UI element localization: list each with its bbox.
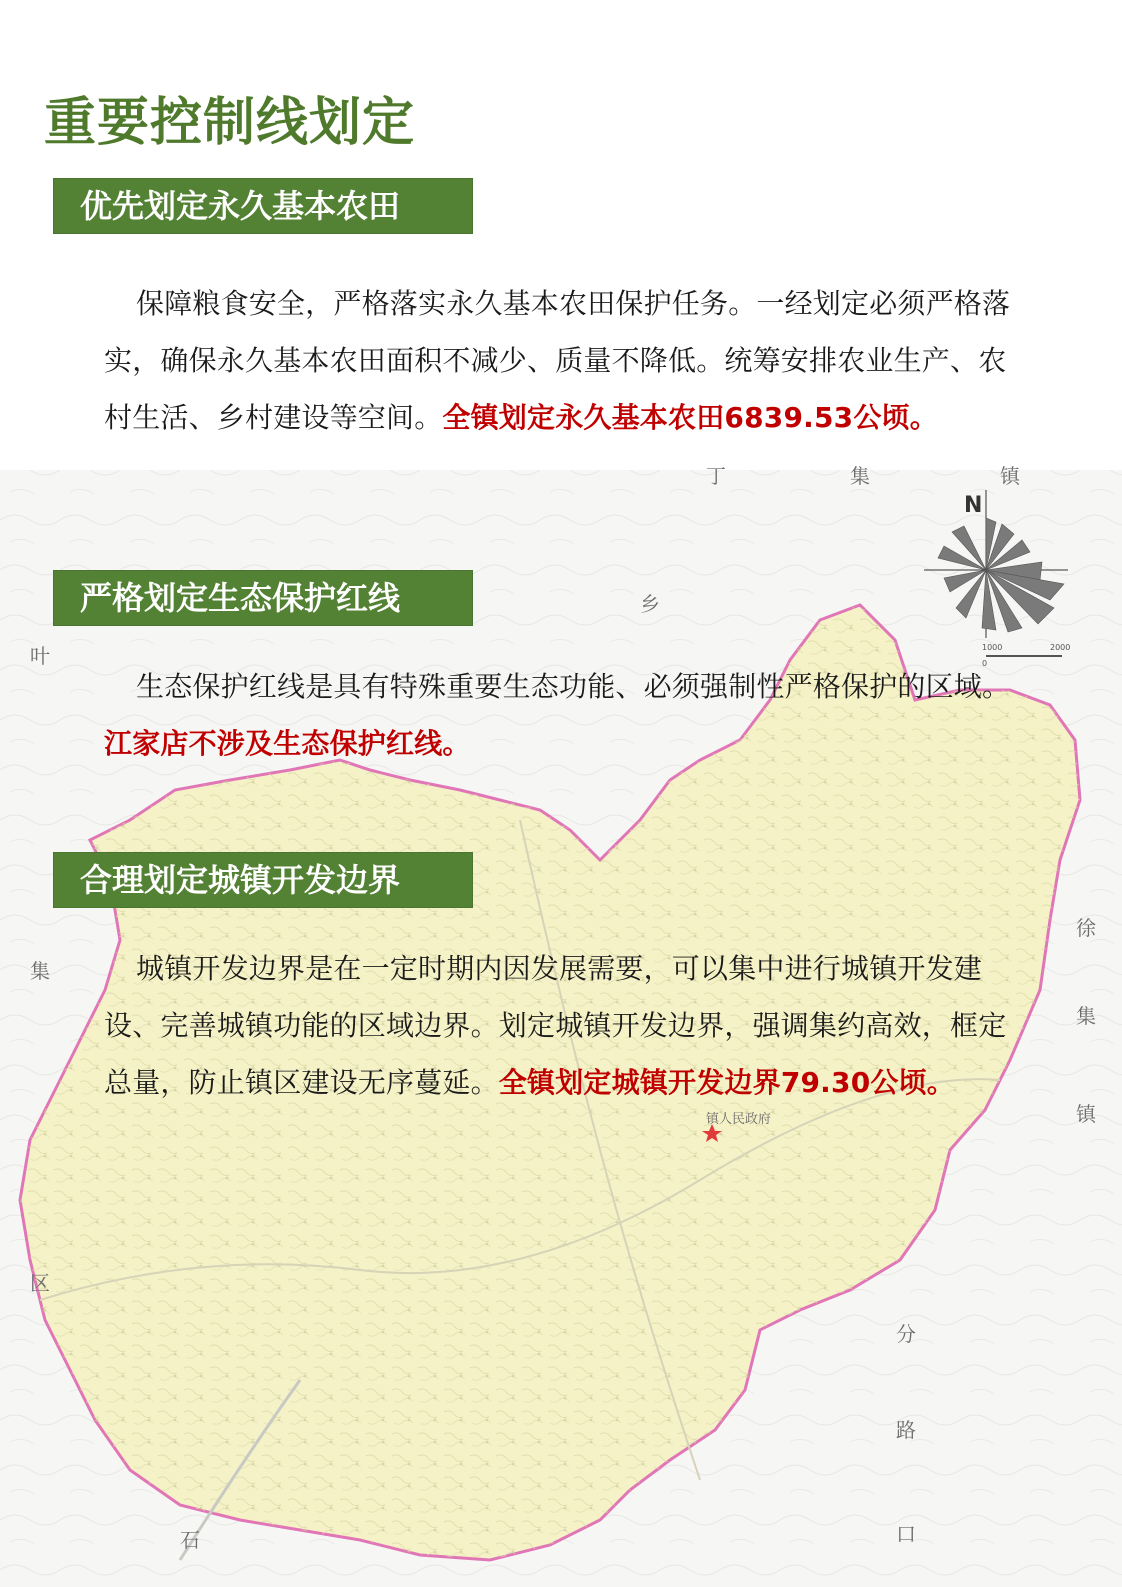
scale-2000: 2000 <box>1050 643 1071 652</box>
highlight-ecology: 江家店不涉及生态保护红线。 <box>104 727 471 760</box>
map-label-shi: 石 <box>180 1528 200 1552</box>
map-label-ye: 叶 <box>30 644 50 668</box>
paragraph-ecology-text: 生态保护红线是具有特殊重要生态功能、必须强制性严格保护的区域。 <box>136 670 1011 703</box>
map-label-gov: 镇人民政府 <box>706 1112 772 1127</box>
compass-icon <box>922 488 1074 668</box>
map-label-ji-left: 集 <box>30 959 50 983</box>
map-label-fen: 分 <box>896 1322 916 1346</box>
map-label-kou: 口 <box>896 1522 916 1546</box>
page-title: 重要控制线划定 <box>44 93 416 153</box>
paragraph-farmland-text: 保障粮食安全，严格落实永久基本农田保护任务。一经划定必须严格落实，确保永久基本农田面积不减少、质量不降低。统筹安排农业生产、农村生活、乡村建设等空间。 <box>104 287 1011 434</box>
section-header-ecology: 严格划定生态保护红线 <box>54 571 472 625</box>
compass-north-label: N <box>964 493 983 518</box>
map-label-xiang: 乡 <box>640 592 660 616</box>
scale-1000: 1000 <box>982 643 1003 652</box>
paragraph-ecology <box>104 658 1034 772</box>
map-label-qu: 区 <box>30 1271 50 1295</box>
section-header-farmland: 优先划定永久基本农田 <box>54 179 472 233</box>
paragraph-farmland <box>104 275 1034 446</box>
map-label-ji-right: 集 <box>1076 1004 1096 1028</box>
highlight-urban: 全镇划定城镇开发边界79.30公顷。 <box>498 1066 955 1099</box>
map-label-ji-top: 集 <box>850 464 870 488</box>
map-label-zhen-top: 镇 <box>1000 464 1020 488</box>
map-label-xu: 徐 <box>1076 916 1096 940</box>
paragraph-urban-text: 城镇开发边界是在一定时期内因发展需要，可以集中进行城镇开发建设、完善城镇功能的区域边界。划定城镇开发边界，强调集约高效，框定总量，防止镇区建设无序蔓延。 <box>104 952 1007 1099</box>
scale-zero: 0 <box>982 659 988 668</box>
map-label-ding: 丁 <box>706 464 726 488</box>
highlight-farmland: 全镇划定永久基本农田6839.53公顷。 <box>442 401 938 434</box>
section-header-urban: 合理划定城镇开发边界 <box>54 853 472 907</box>
map-label-lu: 路 <box>896 1418 916 1442</box>
paragraph-urban <box>104 940 1034 1111</box>
map-label-zhen-right: 镇 <box>1076 1102 1096 1126</box>
